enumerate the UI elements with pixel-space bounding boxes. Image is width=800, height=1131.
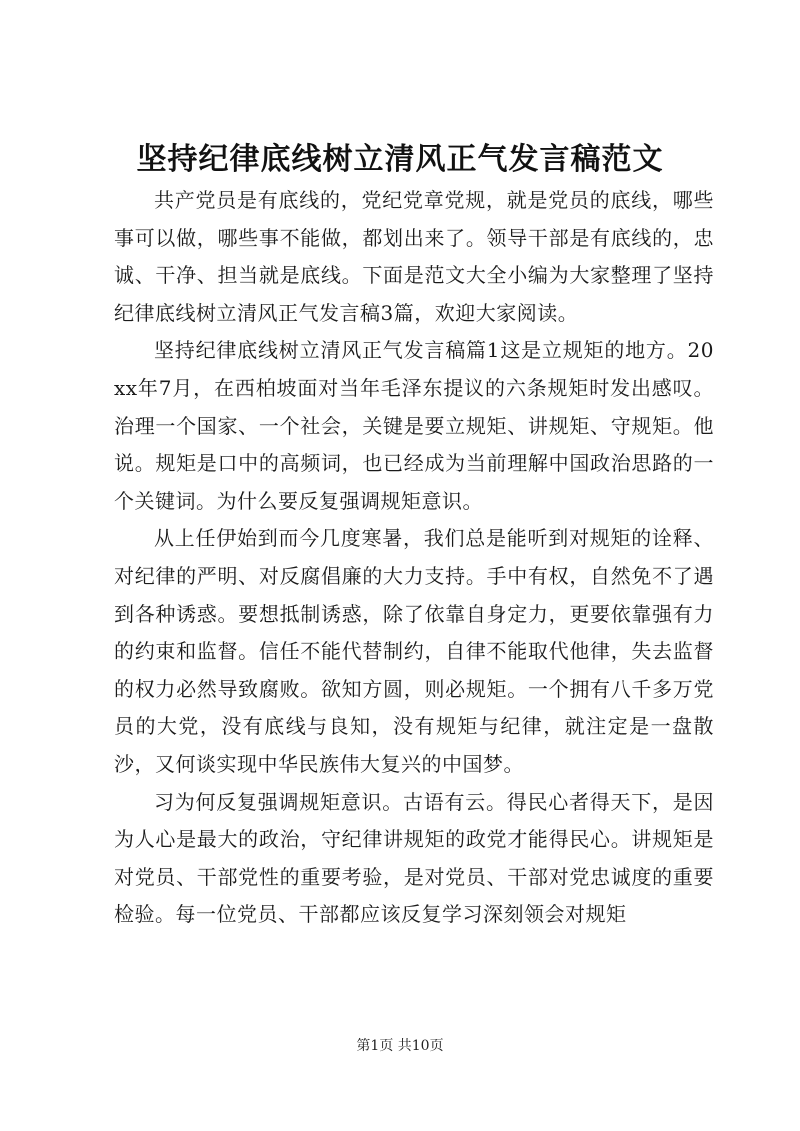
document-title: 坚持纪律底线树立清风正气发言稿范文 — [136, 142, 664, 177]
paragraph: 共产党员是有底线的，党纪党章党规，就是党员的底线，哪些事可以做，哪些事不能做，都划出来了。领导干部是有底线的，忠诚、干净、担当就是底线。下面是范文大全小编为大家整理了坚持纪律底线树立清风正气发言稿3篇，欢迎大家阅读。 — [114, 188, 714, 325]
page-number-footer: 第1页 共10页 — [356, 1038, 444, 1054]
document-body — [114, 182, 714, 934]
paragraph: 从上任伊始到而今几度寒暑，我们总是能听到对规矩的诠释、对纪律的严明、对反腐倡廉的大力支持。手中有权，自然免不了遇到各种诱惑。要想抵制诱惑，除了依靠自身定力，更要依靠强有力的约束和监督。信任不能代替制约，自律不能取代他律，失去监督的权力必然导致腐败。欲知方圆，则必规矩。一个拥有八千多万党员的大党，没有底线与良知，没有规矩与纪律，就注定是一盘散沙，又何谈实现中华民族伟大复兴的中国梦。 — [114, 526, 714, 776]
paragraph: 习为何反复强调规矩意识。古语有云。得民心者得天下，是因为人心是最大的政治，守纪律讲规矩的政党才能得民心。讲规矩是对党员、干部党性的重要考验，是对党员、干部对党忠诚度的重要检验。每一位党员、干部都应该反复学习深刻领会对规矩 — [114, 789, 714, 927]
paragraph: 坚持纪律底线树立清风正气发言稿篇1这是立规矩的地方。20xx年7月，在西柏坡面对当年毛泽东提议的六条规矩时发出感叹。治理一个国家、一个社会，关键是要立规矩、讲规矩、守规矩。他说。规矩是口中的高频词，也已经成为当前理解中国政治思路的一个关键词。为什么要反复强调规矩意识。 — [114, 338, 714, 513]
